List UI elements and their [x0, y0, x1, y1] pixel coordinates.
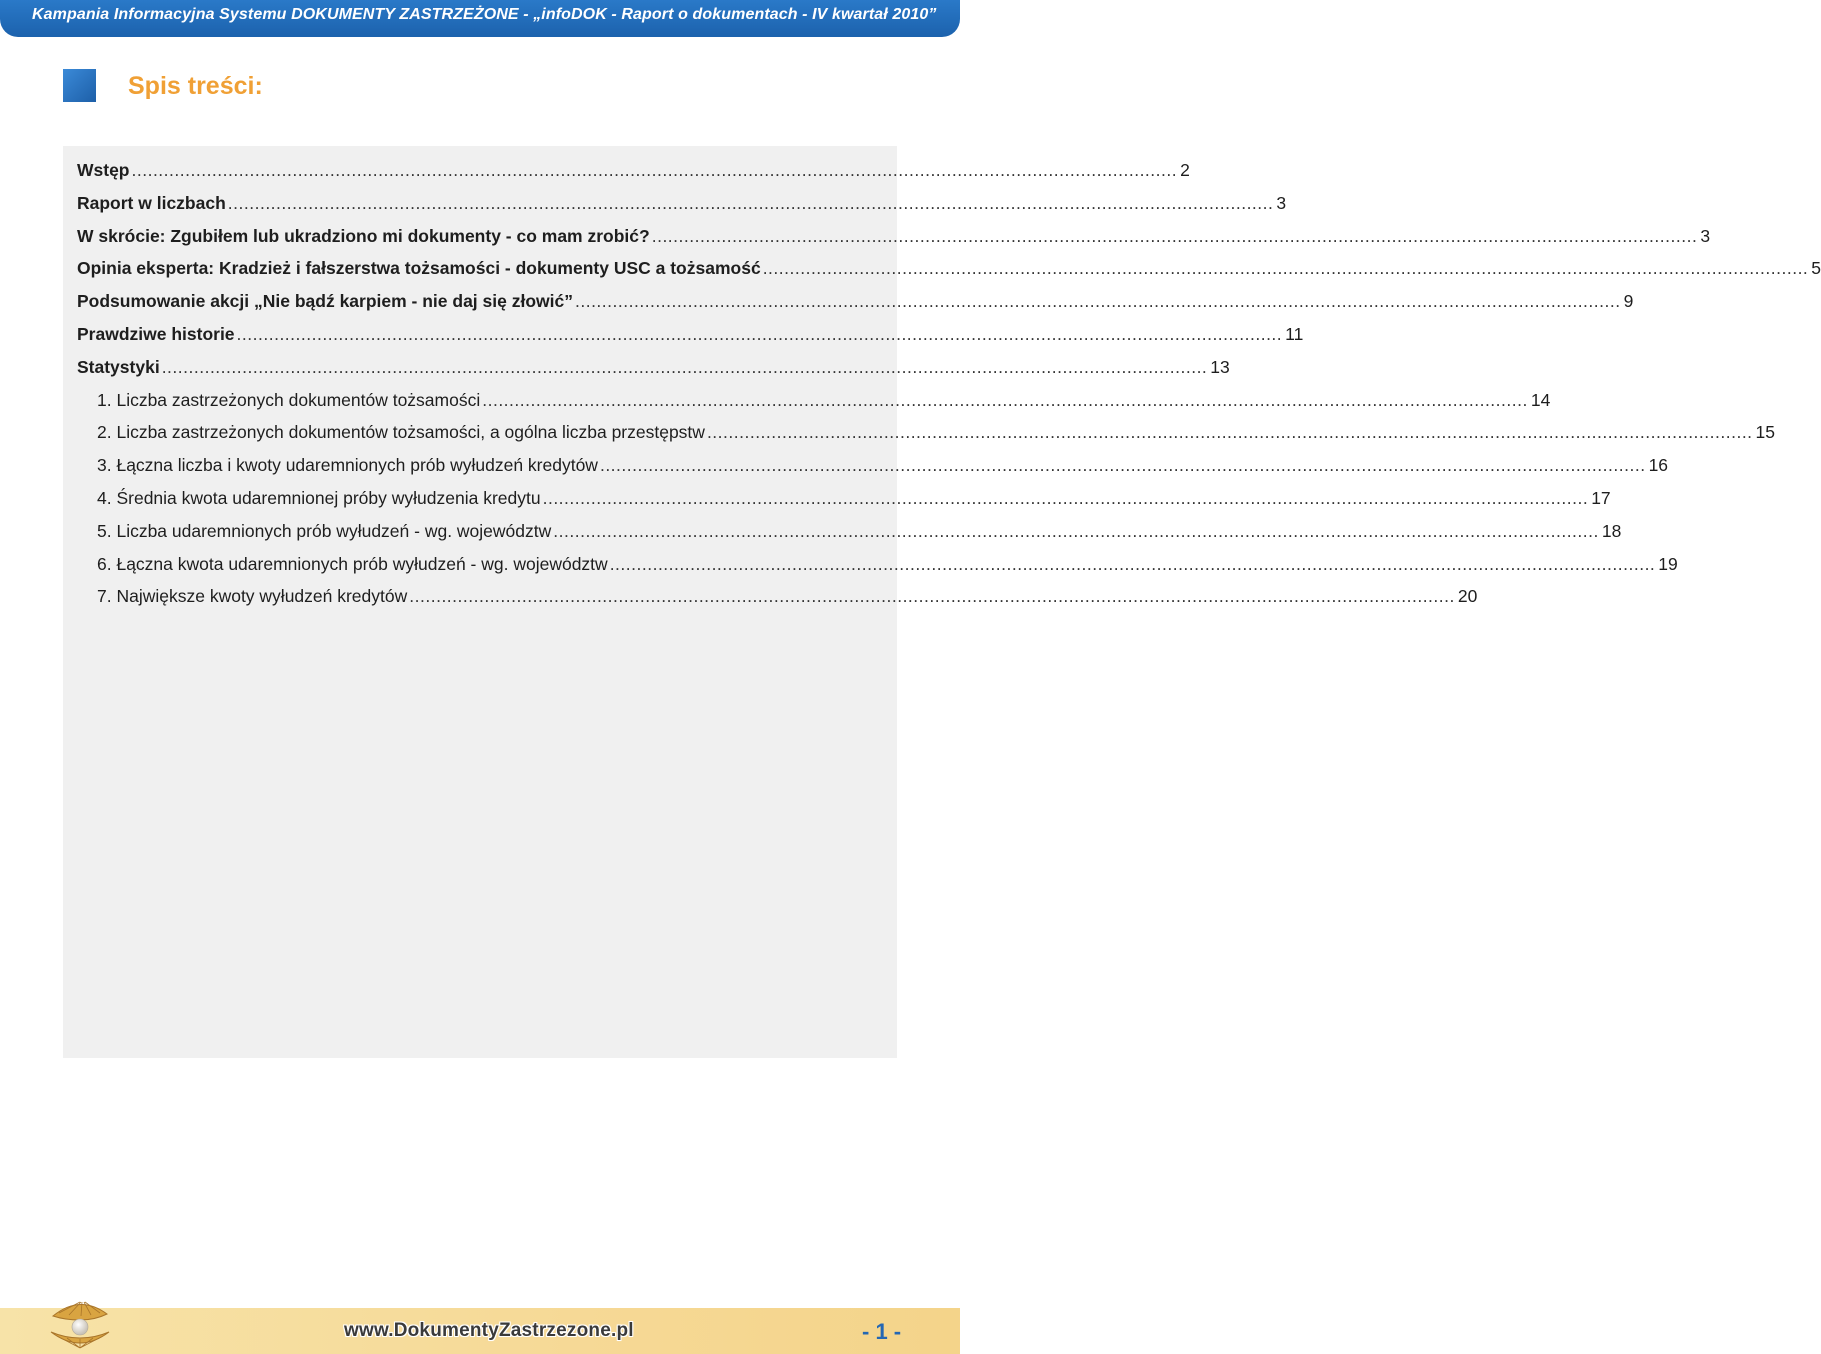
section-marker-icon	[63, 69, 96, 102]
toc-subentry[interactable]	[77, 386, 1551, 419]
toc-entry-page: 13	[1210, 356, 1230, 377]
toc-entry[interactable]	[77, 189, 1287, 222]
toc-entry-label: Opinia eksperta: Kradzież i fałszerstwa tożsamości - dokumenty USC a tożsamość	[77, 258, 761, 279]
toc-entry-label: Prawdziwe historie	[77, 323, 235, 344]
toc-subentry[interactable]	[77, 550, 1678, 583]
toc-leader-dots: ...................................................................................................................................................................................................	[553, 520, 1599, 541]
toc-entry-label: W skrócie: Zgubiłem lub ukradziono mi dokumenty - co mam zrobić?	[77, 225, 650, 246]
toc-leader-dots: ...................................................................................................................................................................................................	[409, 586, 1455, 607]
toc-entry-label: 4. Średnia kwota udaremnionej próby wyłudzenia kredytu	[97, 487, 541, 508]
toc-entry-page: 9	[1623, 291, 1634, 312]
toc-subentry[interactable]	[77, 517, 1622, 550]
header-title: Kampania Informacyjna Systemu DOKUMENTY ZASTRZEŻONE - „infoDOK - Raport o dokumentach - IV kwartał 2010”	[32, 6, 937, 23]
footer-page-number: - 1 -	[862, 1319, 902, 1344]
toc-leader-dots: ...................................................................................................................................................................................................	[227, 192, 1274, 213]
toc-leader-dots: ...................................................................................................................................................................................................	[574, 291, 1621, 312]
toc-entry-label: 3. Łączna liczba i kwoty udaremnionych prób wyłudzeń kredytów	[97, 455, 598, 476]
section-title: Spis treści:	[128, 72, 263, 100]
toc-entry-label: 6. Łączna kwota udaremnionych prób wyłudzeń - wg. województw	[97, 553, 608, 574]
toc-entry[interactable]	[77, 222, 1711, 255]
toc-leader-dots: ...................................................................................................................................................................................................	[236, 323, 1283, 344]
footer-website-url: www.DokumentyZastrzezone.pl	[344, 1320, 634, 1341]
toc-entry-page: 3	[1700, 225, 1711, 246]
toc-entry-page: 18	[1601, 520, 1622, 541]
toc-subentry[interactable]	[77, 418, 1776, 451]
toc-leader-dots: ...................................................................................................................................................................................................	[599, 455, 1646, 476]
toc-subentry[interactable]	[77, 484, 1611, 517]
toc-entry-page: 14	[1530, 389, 1551, 410]
toc-entry-label: Podsumowanie akcji „Nie bądź karpiem - nie daj się złowić”	[77, 291, 573, 312]
toc-leader-dots: ...................................................................................................................................................................................................	[651, 225, 1698, 246]
toc-leader-dots: ...................................................................................................................................................................................................	[706, 422, 1753, 443]
toc-leader-dots: ...................................................................................................................................................................................................	[609, 553, 1656, 574]
toc-entry-page: 3	[1276, 192, 1287, 213]
toc-leader-dots: ...................................................................................................................................................................................................	[482, 389, 1528, 410]
toc-entry-label: Wstęp	[77, 160, 130, 180]
toc-entry-page: 20	[1457, 586, 1478, 607]
toc-entry[interactable]	[77, 254, 1821, 287]
toc-entry-label: 2. Liczba zastrzeżonych dokumentów tożsamości, a ogólna liczba przestępstw	[97, 422, 705, 443]
toc-entry[interactable]	[77, 353, 1230, 386]
toc-entry-page: 16	[1648, 455, 1669, 476]
toc-entry-page: 2	[1180, 160, 1190, 180]
toc-entry-label: 7. Największe kwoty wyłudzeń kredytów	[97, 586, 408, 607]
toc-entry-page: 5	[1811, 258, 1821, 279]
toc-leader-dots: ...................................................................................................................................................................................................	[131, 160, 1178, 180]
pearl-shell-logo-icon	[45, 1296, 115, 1354]
toc-subentry[interactable]	[77, 582, 1478, 615]
header-bar	[0, 0, 960, 37]
toc-entry-page: 15	[1755, 422, 1776, 443]
toc-entry-page: 11	[1285, 323, 1304, 344]
toc-entry[interactable]	[77, 156, 1190, 189]
toc-leader-dots: ...................................................................................................................................................................................................	[762, 258, 1809, 279]
toc-entry-label: Statystyki	[77, 356, 160, 377]
toc-list	[77, 156, 1821, 615]
toc-entry[interactable]	[77, 320, 1304, 353]
toc-subentry[interactable]	[77, 451, 1669, 484]
toc-entry-label: Raport w liczbach	[77, 192, 226, 213]
toc-leader-dots: ...................................................................................................................................................................................................	[542, 487, 1589, 508]
toc-entry[interactable]	[77, 287, 1634, 320]
toc-entry-page: 17	[1591, 487, 1611, 508]
toc-entry-page: 19	[1658, 553, 1678, 574]
toc-leader-dots: ...................................................................................................................................................................................................	[161, 356, 1208, 377]
toc-entry-label: 1. Liczba zastrzeżonych dokumentów tożsamości	[97, 389, 481, 410]
toc-entry-label: 5. Liczba udaremnionych prób wyłudzeń - wg. województw	[97, 520, 552, 541]
